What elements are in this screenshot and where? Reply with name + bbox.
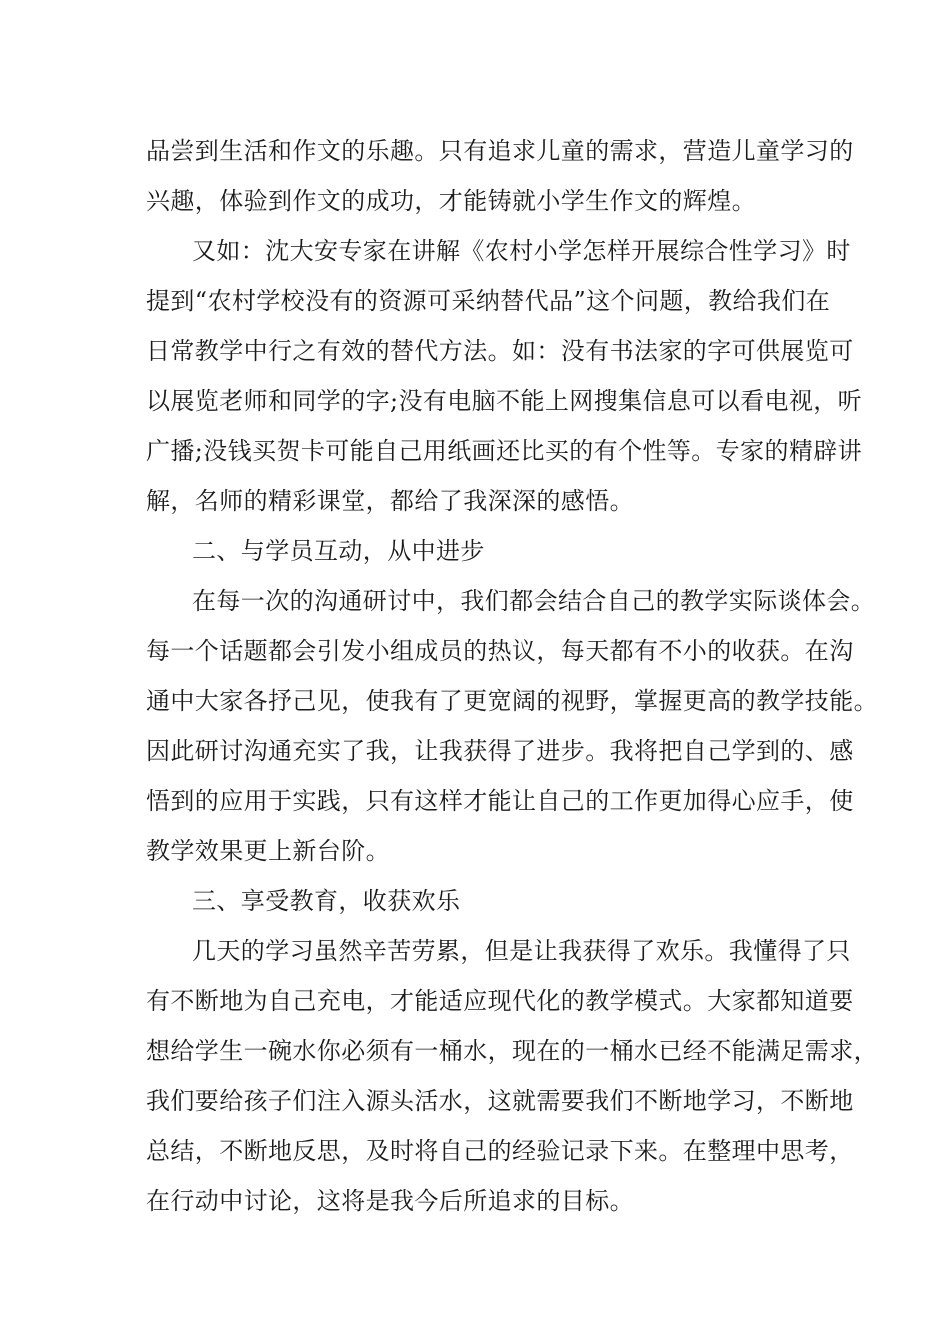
text-line: 我们要给孩子们注入源头活水，这就需要我们不断地学习，不断地: [146, 1087, 854, 1115]
text-line: 品尝到生活和作文的乐趣。只有追求儿童的需求，营造儿童学习的: [146, 137, 854, 165]
text-line: 有不断地为自己充电，才能适应现代化的教学模式。大家都知道要: [146, 987, 854, 1015]
text-line: 在行动中讨论，这将是我今后所追求的目标。: [146, 1187, 634, 1215]
text-line: 日常教学中行之有效的替代方法。如：没有书法家的字可供展览可: [146, 337, 854, 365]
text-line: 总结，不断地反思，及时将自己的经验记录下来。在整理中思考，: [146, 1137, 854, 1165]
text-line: 广播;没钱买贺卡可能自己用纸画还比买的有个性等。专家的精辟讲: [146, 437, 863, 465]
text-line: 兴趣，体验到作文的成功，才能铸就小学生作文的辉煌。: [146, 187, 756, 215]
section-heading-2: 二、与学员互动，从中进步: [192, 537, 485, 565]
text-line: 教学效果更上新台阶。: [146, 837, 390, 865]
section-heading-3: 三、享受教育，收获欢乐: [192, 887, 461, 915]
text-line: 悟到的应用于实践，只有这样才能让自己的工作更加得心应手，使: [146, 787, 854, 815]
text-line: 因此研讨沟通充实了我，让我获得了进步。我将把自己学到的、感: [146, 737, 854, 765]
paragraph-start: 在每一次的沟通研讨中，我们都会结合自己的教学实际谈体会。: [192, 587, 876, 615]
text-line: 解，名师的精彩课堂，都给了我深深的感悟。: [146, 487, 634, 515]
text-line: 通中大家各抒己见，使我有了更宽阔的视野，掌握更高的教学技能。: [146, 687, 878, 715]
text-line: 提到“农村学校没有的资源可采纳替代品”这个问题，教给我们在: [146, 287, 831, 315]
paragraph-start: 几天的学习虽然辛苦劳累，但是让我获得了欢乐。我懂得了只: [192, 937, 851, 965]
text-line: 以展览老师和同学的字;没有电脑不能上网搜集信息可以看电视，听: [146, 387, 863, 415]
text-line: 每一个话题都会引发小组成员的热议，每天都有不小的收获。在沟: [146, 637, 854, 665]
paragraph-start: 又如：沈大安专家在讲解《农村小学怎样开展综合性学习》时: [192, 237, 851, 265]
text-line: 想给学生一碗水你必须有一桶水，现在的一桶水已经不能满足需求，: [146, 1037, 878, 1065]
